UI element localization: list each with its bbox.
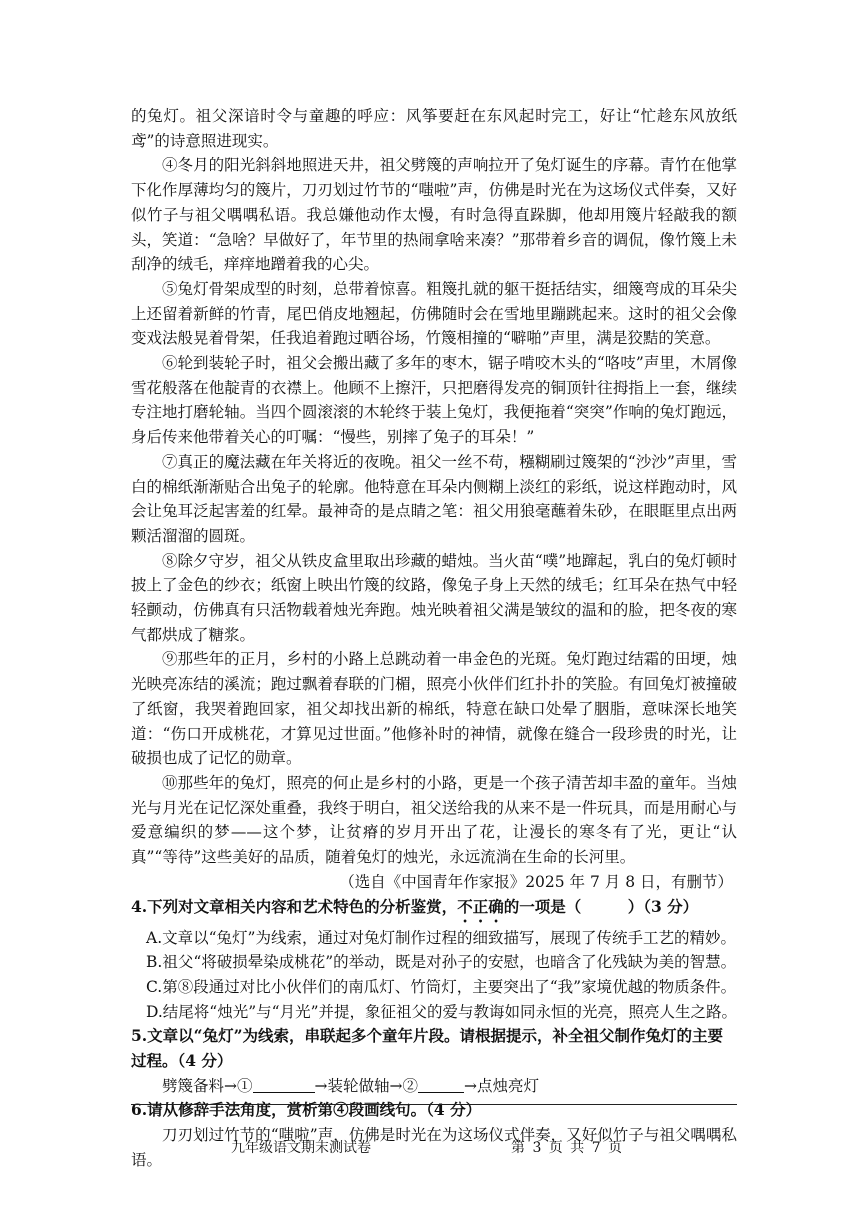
question-6-stem: 6.请从修辞手法角度，赏析第④段画线句。（4 分）	[131, 1100, 482, 1120]
essay-paragraph-3-end: 的兔灯。祖父深谙时令与童趣的呼应：风筝要赶在东风起时完工，好让“忙趁东风放纸鸢”的诗意照进现实。	[131, 107, 737, 150]
answer-blank-1[interactable]	[253, 1075, 315, 1092]
question-4-emphasis: 不正确	[457, 896, 504, 916]
essay-paragraph-8: ⑧除夕守岁，祖父从铁皮盒里取出珍藏的蜡烛。当火苗“噗”地蹿起，乳白的兔灯顿时披上了金色的纱衣；纸窗上映出竹篾的纹路，像兔子身上天然的绒毛；红耳朵在热气中轻轻颤动，仿佛真有只活物载着烛光奔跑。烛光映着祖父满是皱纹的温和的脸，把冬夜的寒气都烘成了糖浆。	[131, 551, 737, 644]
question-4-stem-after: 的一项是（ ）（3 分）	[503, 896, 699, 916]
essay-paragraph-5: ⑤兔灯骨架成型的时刻，总带着惊喜。粗篾扎就的躯干挺括结实，细篾弯成的耳朵尖上还留着新鲜的竹青，尾巴俏皮地翘起，仿佛随时会在雪地里蹦跳起来。这时的祖父会像变戏法般晃着骨架，任我追着跑过晒谷场，竹篾相撞的“噼啪”声里，满是狡黠的笑意。	[131, 279, 737, 348]
question-5-flow	[131, 1074, 737, 1099]
footer-page-number: 第 3 页 共 7 页	[511, 1140, 623, 1156]
page-content	[131, 104, 737, 1173]
question-4-option-d: D.结尾将“烛光”与“月光”并提，象征祖父的爱与教诲如同永恒的光亮，照亮人生之路。	[146, 1002, 738, 1021]
flow-step-3: →点烛亮灯	[463, 1076, 539, 1095]
footer-exam-title: 九年级语文期末测试卷	[231, 1140, 371, 1156]
question-4-option-c: C.第⑧段通过对比小伙伴们的南瓜灯、竹筒灯，主要突出了“我”家境优越的物质条件。	[146, 977, 737, 996]
question-5-stem: 5.文章以“兔灯”为线索，串联起多个童年片段。请根据提示，补全祖父制作兔灯的主要过程。（4 分）	[131, 1026, 724, 1071]
answer-blank-2[interactable]	[418, 1075, 464, 1092]
essay-paragraph-4: ④冬月的阳光斜斜地照进天井，祖父劈篾的声响拉开了兔灯诞生的序幕。青竹在他掌下化作厚薄均匀的篾片，刀刃划过竹节的“嗤啦”声，仿佛是时光在为这场仪式伴奏，又好似竹子与祖父喁喁私语。我总嫌他动作太慢，有时急得直跺脚，他却用篾片轻敲我的额头，笑道：“急啥？早做好了，年节里的热闹拿啥来凑？”那带着乡音的调侃，像竹篾上未刮净的绒毛，痒痒地蹭着我的心尖。	[131, 156, 737, 274]
question-4-option-b: B.祖父“将破损晕染成桃花”的举动，既是对孙子的安慰，也暗含了化残缺为美的智慧。	[146, 953, 737, 972]
flow-step-1: 劈篾备料→①	[162, 1076, 253, 1095]
essay-source: （选自《中国青年作家报》2025 年 7 月 8 日，有删节）	[339, 872, 733, 891]
question-4-stem-before: 4.下列对文章相关内容和艺术特色的分析鉴赏，	[131, 896, 458, 916]
essay-paragraph-10: ⑩那些年的兔灯，照亮的何止是乡村的小路，更是一个孩子清苦却丰盈的童年。当烛光与月光在记忆深处重叠，我终于明白，祖父送给我的从来不是一件玩具，而是用耐心与爱意编织的梦——这个梦，让贫瘠的岁月开出了花，让漫长的寒冬有了光，更让“认真”“等待”这些美好的品质，随着兔灯的烛光，永远流淌在生命的长河里。	[131, 773, 737, 867]
footer-divider	[131, 1104, 737, 1105]
question-4-option-a: A.文章以“兔灯”为线索，通过对兔灯制作过程的细致描写，展现了传统手工艺的精妙。	[146, 928, 736, 947]
essay-paragraph-9: ⑨那些年的正月，乡村的小路上总跳动着一串金色的光斑。兔灯跑过结霜的田埂，烛光映亮冻结的溪流；跑过飘着春联的门楣，照亮小伙伴们红扑扑的笑脸。有回兔灯被撞破了纸窗，我哭着跑回家，祖父却找出新的棉纸，特意在缺口处晕了胭脂，意味深长地笑道：“伤口开成桃花，才算见过世面。”他修补时的神情，就像在缝合一段珍贵的时光，让破损也成了记忆的勋章。	[131, 650, 737, 768]
essay-paragraph-6: ⑥轮到装轮子时，祖父会搬出藏了多年的枣木，锯子啃咬木头的“咯吱”声里，木屑像雪花般落在他靛青的衣襟上。他顾不上擦汗，只把磨得发亮的铜顶针往拇指上一套，继续专注地打磨轮轴。当四个圆滚滚的木轮终于装上兔灯，我便拖着“突突”作响的兔灯跑远，身后传来他带着关心的叮嘱：“慢些，别摔了兔子的耳朵！”	[131, 354, 737, 447]
flow-step-2: →装轮做轴→②	[314, 1076, 418, 1095]
essay-paragraph-7: ⑦真正的魔法藏在年关将近的夜晚。祖父一丝不苟，糨糊刷过篾架的“沙沙”声里，雪白的棉纸渐渐贴合出兔子的轮廓。他特意在耳朵内侧糊上淡红的彩纸，说这样跑动时，风会让兔耳泛起害羞的红晕。最神奇的是点睛之笔：祖父用狼毫蘸着朱砂，在眼眶里点出两颗活溜溜的圆斑。	[131, 452, 737, 545]
question-4-stem	[131, 895, 737, 926]
question-6-quote: 刀刃划过竹节的“嗤啦”声，仿佛是时光在为这场仪式伴奏，又好似竹子与祖父喁喁私语。	[131, 1126, 737, 1169]
